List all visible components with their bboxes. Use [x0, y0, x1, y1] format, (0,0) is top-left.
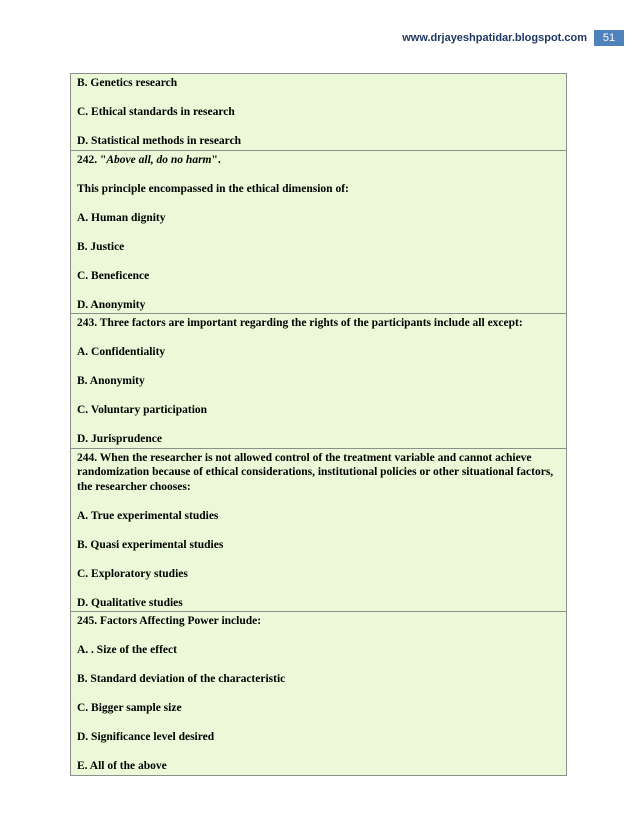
page-header — [402, 30, 624, 46]
table-row — [71, 448, 567, 612]
answer-option: D. Jurisprudence — [77, 433, 162, 445]
question-number: 242. " — [77, 153, 107, 166]
question-table — [70, 73, 567, 776]
answer-option: B. Quasi experimental studies — [77, 538, 224, 551]
answer-option: D. Statistical methods in research — [77, 135, 242, 147]
question-cell — [71, 74, 567, 151]
answer-option: D. Anonymity — [77, 298, 146, 311]
answer-option: D. Qualitative studies — [77, 596, 183, 609]
site-url[interactable]: www.drjayeshpatidar.blogspot.com — [402, 32, 587, 44]
answer-option: A. . Size of the effect — [77, 644, 177, 656]
question-cell — [71, 448, 567, 612]
answer-option: B. Anonymity — [77, 375, 145, 387]
question-cell — [71, 314, 567, 449]
question-text: 244. When the researcher is not allowed control of the treatment variable and cannot achieve randomization because of ethical considerations, institutional policies or other situational factors, the researcher chooses: — [77, 451, 554, 493]
table-row — [71, 74, 567, 151]
answer-option: E. All of the above — [77, 760, 167, 772]
question-quote: Above all, do no harm — [106, 153, 212, 166]
question-quote-end: ". — [211, 153, 221, 166]
answer-option: C. Bigger sample size — [77, 702, 182, 714]
table-row — [71, 314, 567, 449]
question-cell — [71, 150, 567, 314]
answer-option: C. Voluntary participation — [77, 404, 208, 416]
answer-option: C. Beneficence — [77, 269, 150, 282]
question-text: This principle encompassed in the ethical dimension of: — [77, 182, 349, 195]
answer-option: B. Justice — [77, 240, 125, 253]
answer-option: D. Significance level desired — [77, 731, 215, 743]
question-title — [77, 153, 560, 168]
page-number: 51 — [594, 30, 624, 46]
answer-option: A. Confidentiality — [77, 346, 166, 358]
question-cell — [71, 612, 567, 776]
answer-option: B. Standard deviation of the characteristic — [77, 673, 286, 685]
question-text: 245. Factors Affecting Power include: — [77, 615, 262, 627]
question-text: 243. Three factors are important regarding the rights of the participants include all except: — [77, 317, 523, 329]
table-row — [71, 150, 567, 314]
answer-option: B. Genetics research — [77, 77, 178, 89]
answer-option: A. Human dignity — [77, 211, 166, 224]
answer-option: A. True experimental studies — [77, 509, 219, 522]
table-row — [71, 612, 567, 776]
answer-option: C. Ethical standards in research — [77, 106, 235, 118]
answer-option: C. Exploratory studies — [77, 567, 188, 580]
